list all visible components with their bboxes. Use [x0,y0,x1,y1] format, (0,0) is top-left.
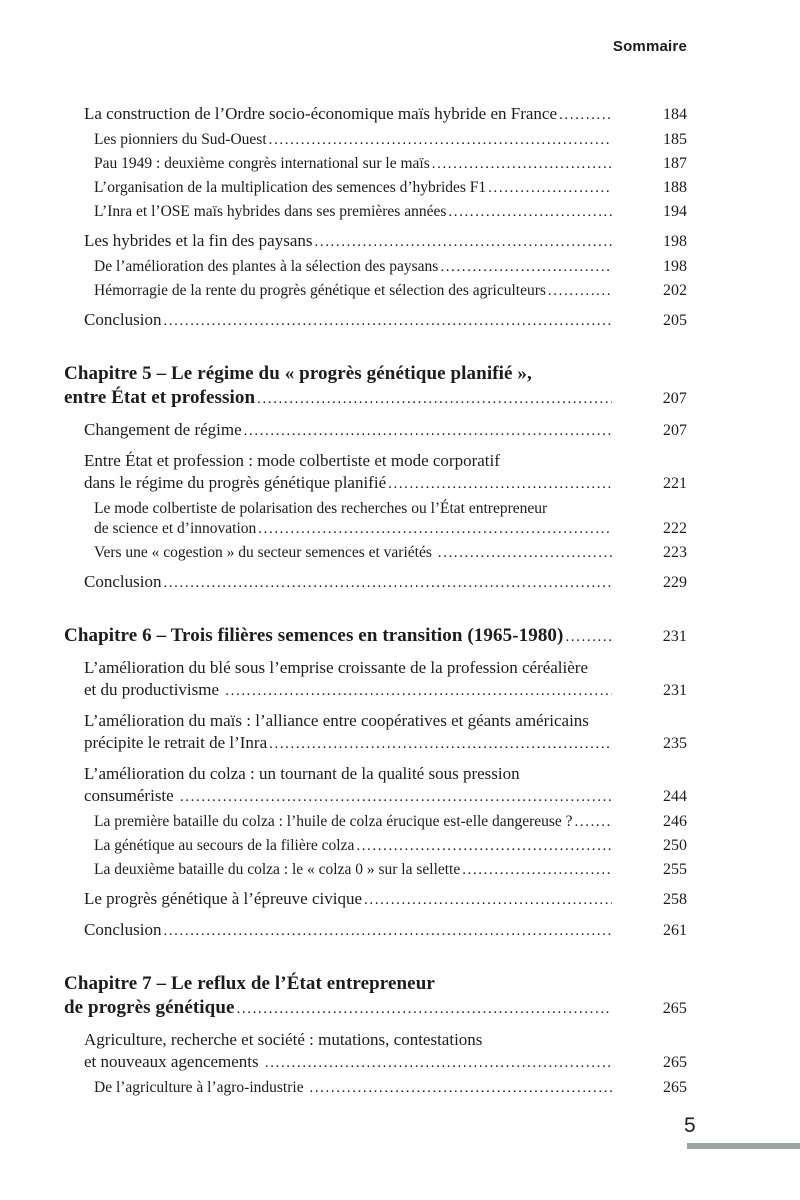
toc-entry-line [94,519,687,539]
toc-entry [84,1029,687,1074]
folio-page-number: 5 [684,1114,696,1137]
toc-entry-line [84,230,687,253]
toc-entry-text: De l’amélioration des plantes à la sélection des paysans [94,258,439,275]
dot-leader [267,130,612,150]
toc-entry-line [64,624,687,649]
toc-entry-text: Les pionniers du Sud-Ouest [94,131,267,148]
toc-page-number: 250 [663,837,687,854]
toc-entry-text: Les hybrides et la fin des paysans [84,231,313,250]
toc-entry-text: La construction de l’Ordre socio-économique maïs hybride en France [84,104,558,123]
toc-page-number: 187 [663,155,687,172]
footer-bar [687,1143,800,1149]
toc-page-number: 221 [663,475,687,492]
toc-page-number: 229 [663,574,687,591]
dot-leader [242,420,612,442]
toc-entry-line [94,154,687,174]
toc-entry-text: Le mode colbertiste de polarisation des recherches ou l’État entrepreneur [94,500,548,517]
dot-leader [436,543,612,563]
dot-leader [460,860,612,880]
dot-leader [161,920,612,942]
toc-page-number: 231 [662,628,687,645]
toc-entry [84,710,687,755]
toc-entry-line [94,499,687,519]
toc-entry [94,202,687,222]
toc-page-number: 265 [663,1079,687,1096]
toc-entry-line [84,732,687,755]
toc-entry-text: Changement de régime [84,420,242,439]
toc-entry-text: L’Inra et l’OSE maïs hybrides dans ses premières années [94,203,447,220]
toc-page-number: 265 [662,1000,687,1017]
toc-entry-line [64,362,687,386]
toc-entry-text: entre État et profession [64,387,256,408]
toc-entry-line [94,836,687,856]
toc-page-number: 222 [663,520,687,537]
table-of-contents [64,55,687,1098]
toc-entry [84,230,687,253]
toc-entry [94,836,687,856]
toc-entry-line [84,1029,687,1051]
toc-entry [64,972,687,1021]
toc-entry [84,419,687,442]
toc-entry-line [94,1078,687,1098]
toc-entry-line [94,130,687,150]
toc-entry-text: La génétique au secours de la filière colza [94,837,355,854]
running-head-title: Sommaire [612,38,687,55]
toc-page-number: 223 [663,544,687,561]
toc-entry-line [84,571,687,594]
toc-entry-text: de progrès génétique [64,997,235,1018]
dot-leader [307,1078,612,1098]
toc-entry-line [64,386,687,411]
toc-entry [84,888,687,911]
dot-leader [486,178,612,198]
dot-leader [354,836,612,856]
toc-entry-text: précipite le retrait de l’Inra [84,733,268,752]
dot-leader [446,202,612,222]
toc-entry-line [84,472,687,495]
toc-entry-text: Conclusion [84,920,162,939]
toc-page-number: 198 [663,233,687,250]
dot-leader [178,786,612,808]
toc-entry-line [94,543,687,563]
toc-entry-text: L’amélioration du maïs : l’alliance entre coopératives et géants américains [84,711,589,730]
toc-entry-text: Chapitre 7 – Le reflux de l’État entrepreneur [64,973,435,994]
toc-entry-line [84,710,687,732]
toc-entry [84,450,687,495]
toc-entry [94,543,687,563]
toc-entry-text: L’organisation de la multiplication des semences d’hybrides F1 [94,179,487,196]
toc-entry-line [94,860,687,880]
toc-entry-text: De l’agriculture à l’agro-industrie [94,1079,308,1096]
toc-entry-line [94,257,687,277]
dot-leader [546,281,612,301]
toc-entry-line [84,419,687,442]
toc-page-number: 231 [663,682,687,699]
toc-entry-line [64,996,687,1021]
dot-leader [267,733,612,755]
dot-leader [255,387,612,411]
toc-entry-line [84,919,687,942]
toc-entry-text: de science et d’innovation [94,520,257,537]
toc-entry-line [84,679,687,702]
toc-entry [84,919,687,942]
toc-entry-text: La deuxième bataille du colza : le « colza 0 » sur la sellette [94,861,461,878]
toc-entry-line [84,450,687,472]
toc-entry-line [94,281,687,301]
toc-entry-text: Conclusion [84,572,162,591]
toc-page-number: 194 [663,203,687,220]
toc-entry-line [84,309,687,332]
toc-entry-text: La première bataille du colza : l’huile de colza érucique est-elle dangereuse ? [94,813,573,830]
toc-entry-text: Chapitre 5 – Le régime du « progrès génétique planifié », [64,363,532,384]
dot-leader [161,572,612,594]
toc-entry [64,362,687,411]
toc-entry [84,103,687,126]
toc-page-number: 265 [663,1054,687,1071]
toc-entry-text: et du productivisme [84,680,224,699]
toc-page-number: 261 [663,922,687,939]
toc-page-number: 184 [663,106,687,123]
dot-leader [430,154,612,174]
toc-entry-text: et nouveaux agencements [84,1052,263,1071]
toc-entry-line [84,785,687,808]
toc-entry-line [64,972,687,996]
toc-entry-line [94,178,687,198]
toc-entry-line [84,1051,687,1074]
toc-entry [84,571,687,594]
toc-entry [84,309,687,332]
toc-entry-text: L’amélioration du blé sous l’emprise croissante de la profession céréalière [84,658,588,677]
toc-entry-text: Hémorragie de la rente du progrès génétique et sélection des agriculteurs [94,282,546,299]
toc-page-number: 258 [663,891,687,908]
dot-leader [557,104,612,126]
toc-page-number: 185 [663,131,687,148]
dot-leader [263,1052,612,1074]
toc-entry-line [94,812,687,832]
toc-entry-text: L’amélioration du colza : un tournant de la qualité sous pression [84,764,520,783]
toc-page-number: 207 [663,422,687,439]
toc-page-number: 255 [663,861,687,878]
dot-leader [223,680,612,702]
toc-entry-text: Conclusion [84,310,162,329]
toc-entry-text: Entre État et profession : mode colbertiste et mode corporatif [84,451,500,470]
toc-entry [94,812,687,832]
toc-entry-line [84,657,687,679]
toc-entry [94,1078,687,1098]
toc-entry-text: dans le régime du progrès génétique planifié [84,473,387,492]
toc-entry-text: Le progrès génétique à l’épreuve civique [84,889,363,908]
toc-page-number: 202 [663,282,687,299]
dot-leader [235,997,612,1021]
toc-entry [84,657,687,702]
toc-entry-line [84,103,687,126]
dot-leader [438,257,612,277]
dot-leader [386,473,612,495]
toc-entry [94,130,687,150]
toc-entry-text: Pau 1949 : deuxième congrès international sur le maïs [94,155,430,172]
toc-page-number: 198 [663,258,687,275]
toc-entry [94,281,687,301]
toc-entry [94,499,687,539]
toc-entry-line [84,888,687,911]
toc-entry-text: Chapitre 6 – Trois filières semences en transition (1965-1980) [64,625,564,646]
toc-page-number: 205 [663,312,687,329]
toc-page-number: 246 [663,813,687,830]
toc-entry-text: consumériste [84,786,178,805]
dot-leader [362,889,612,911]
dot-leader [563,625,612,649]
toc-entry [94,257,687,277]
toc-entry-text: Vers une « cogestion » du secteur semences et variétés [94,544,436,561]
dot-leader [161,310,612,332]
toc-page-number: 207 [662,390,687,407]
toc-entry-line [94,202,687,222]
toc-page-number: 244 [663,788,687,805]
toc-page-number: 235 [663,735,687,752]
toc-page-number: 188 [663,179,687,196]
dot-leader [573,812,612,832]
dot-leader [256,519,612,539]
toc-entry [94,860,687,880]
toc-entry [84,763,687,808]
toc-entry-text: Agriculture, recherche et société : mutations, contestations [84,1030,483,1049]
toc-entry [64,624,687,649]
toc-entry-line [84,763,687,785]
page-header [64,0,687,55]
toc-entry [94,154,687,174]
toc-entry [94,178,687,198]
dot-leader [313,231,613,253]
page-content [64,0,687,1098]
